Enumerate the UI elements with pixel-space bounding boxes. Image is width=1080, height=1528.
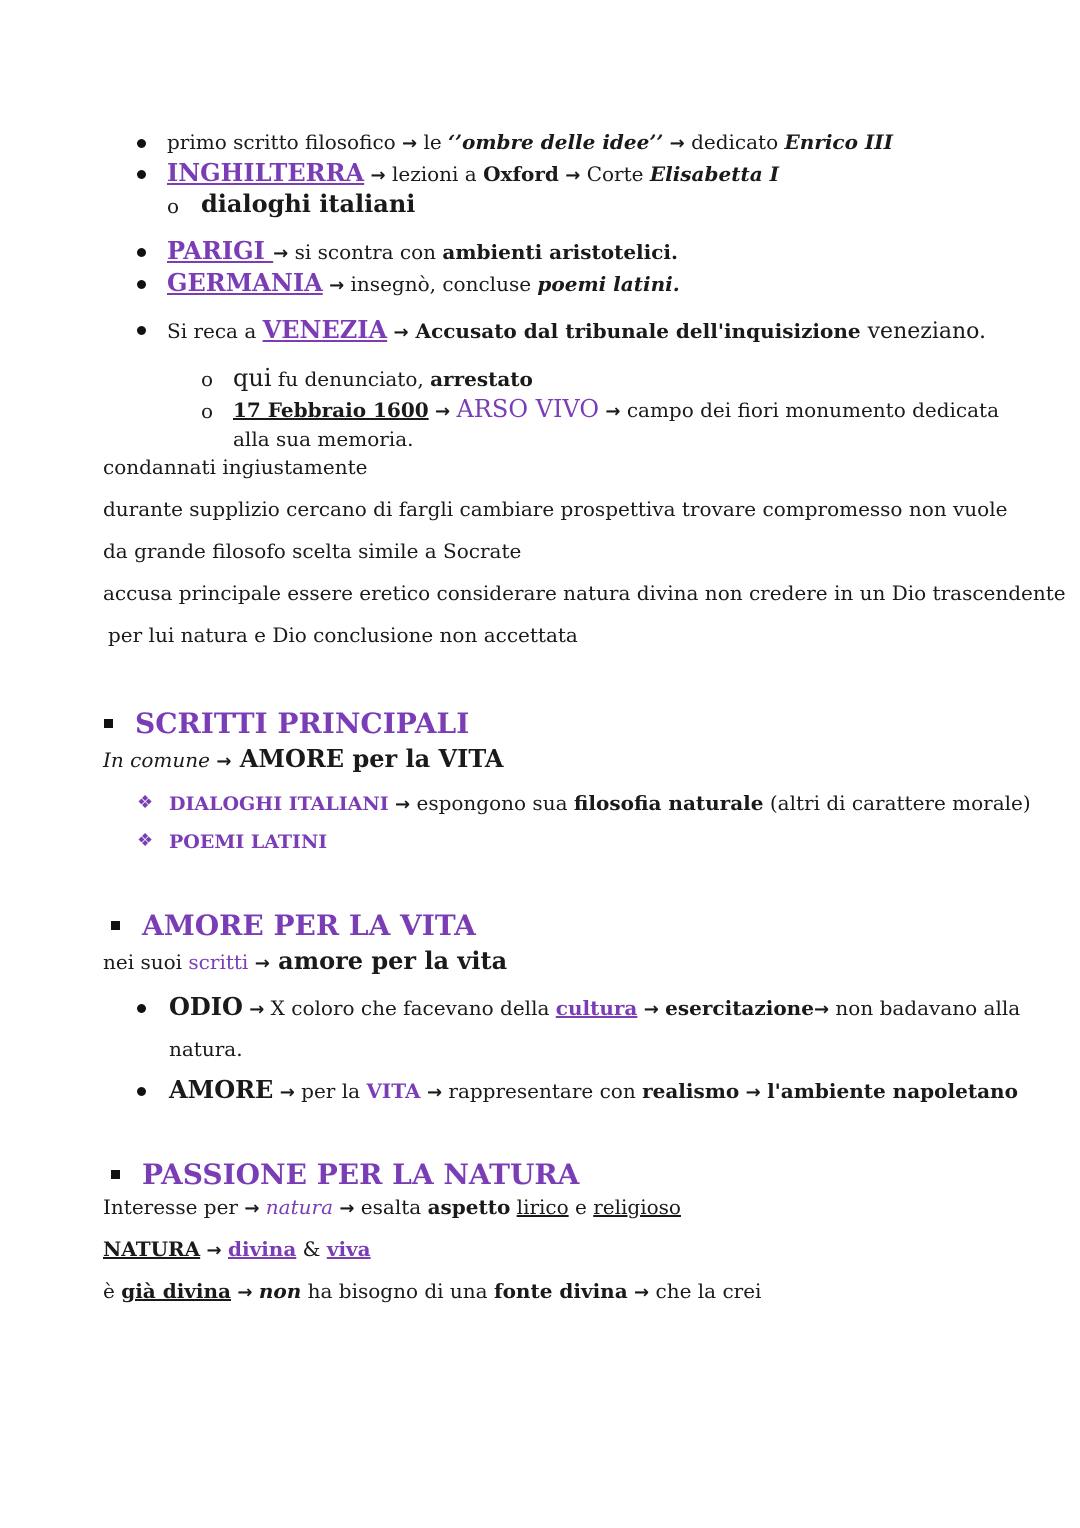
arrow-icon: → xyxy=(605,401,621,422)
square-bullet-icon xyxy=(104,719,113,728)
link-divina[interactable]: divina xyxy=(227,1237,297,1261)
arrow-icon: → xyxy=(402,133,418,154)
list-item: ODIO → X coloro che facevano della cultura → esercitazione→ non badavano alla xyxy=(169,992,1021,1021)
arrow-icon: → xyxy=(643,999,659,1020)
list-item: primo scritto filosofico → le ‘’ombre delle idee’’ → dedicato Enrico III xyxy=(167,130,893,154)
arrow-icon: → xyxy=(435,401,451,422)
diamond-bullet-icon: ❖ xyxy=(137,792,154,813)
arrow-icon: → xyxy=(249,999,265,1020)
section-heading: AMORE PER LA VITA xyxy=(142,909,476,942)
arrow-icon: → xyxy=(426,1082,443,1103)
diamond-bullet-icon: ❖ xyxy=(137,830,154,851)
arrow-icon: → xyxy=(370,165,386,186)
list-subitem: 17 Febbraio 1600 → ARSO VIVO → campo dei fiori monumento dedicata xyxy=(233,395,1000,423)
section-subtitle: nei suoi scritti → amore per la vita xyxy=(103,946,508,975)
arrow-icon: → xyxy=(565,165,581,186)
list-subitem: dialoghi italiani xyxy=(201,189,416,218)
arrow-icon: → xyxy=(279,1082,295,1103)
list-item: GERMANIA → insegnò, concluse poemi latini. xyxy=(167,268,680,297)
list-item: PARIGI → si scontra con ambienti aristotelici. xyxy=(167,236,678,265)
list-subitem-continued: alla sua memoria. xyxy=(233,427,414,451)
arrow-icon: → xyxy=(634,1282,650,1303)
arrow-icon: → xyxy=(216,751,232,772)
arrow-icon: → xyxy=(669,133,685,154)
paragraph: durante supplizio cercano di fargli cambiare prospettiva trovare compromesso non vuole xyxy=(103,497,1008,521)
square-bullet-icon xyxy=(111,1170,120,1179)
place-link-venezia[interactable]: VENEZIA xyxy=(262,315,388,344)
paragraph: NATURA → divina & viva xyxy=(103,1237,371,1261)
circle-bullet: o xyxy=(201,367,214,391)
link-cultura[interactable]: cultura xyxy=(555,996,638,1020)
list-item: Si reca a VENEZIA → Accusato dal tribunale dell'inquisizione veneziano. xyxy=(167,315,987,344)
arrow-icon: → xyxy=(273,243,289,264)
list-item-continued: natura. xyxy=(169,1037,243,1061)
arrow-icon: → xyxy=(254,953,270,974)
section-subtitle: In comune → AMORE per la VITA xyxy=(103,744,504,773)
link-viva[interactable]: viva xyxy=(326,1237,371,1261)
arrow-icon: → xyxy=(206,1240,222,1261)
list-item: DIALOGHI ITALIANI → espongono sua filosofia naturale (altri di carattere morale) xyxy=(169,791,1031,815)
arrow-icon: → xyxy=(393,322,409,343)
paragraph: per lui natura e Dio conclusione non accettata xyxy=(108,623,578,647)
place-link-germania[interactable]: GERMANIA xyxy=(167,268,323,297)
square-bullet-icon xyxy=(111,921,120,930)
section-heading: PASSIONE PER LA NATURA xyxy=(142,1158,580,1191)
circle-bullet: o xyxy=(167,194,180,218)
arrow-icon: → xyxy=(244,1198,260,1219)
place-link-inghilterra[interactable]: INGHILTERRA xyxy=(167,158,365,187)
list-item: AMORE → per la VITA → rappresentare con realismo → l'ambiente napoletano xyxy=(169,1075,1018,1104)
list-item: POEMI LATINI xyxy=(169,831,328,853)
arrow-icon: → xyxy=(813,999,830,1020)
paragraph: accusa principale essere eretico considerare natura divina non credere in un Dio trascendente xyxy=(103,581,1066,605)
arrow-icon: → xyxy=(237,1282,253,1303)
bullet-dot xyxy=(137,1004,146,1013)
list-subitem: qui fu denunciato, arrestato xyxy=(233,364,533,392)
bullet-dot xyxy=(137,170,146,179)
paragraph: è già divina → non ha bisogno di una fonte divina → che la crei xyxy=(103,1279,762,1303)
arrow-icon: → xyxy=(395,794,411,815)
paragraph: da grande filosofo scelta simile a Socrate xyxy=(103,539,522,563)
arrow-icon: → xyxy=(745,1082,761,1103)
bullet-dot xyxy=(137,248,146,257)
bullet-dot xyxy=(137,139,146,148)
list-item: INGHILTERRA → lezioni a Oxford → Corte Elisabetta I xyxy=(167,158,779,187)
bullet-dot xyxy=(137,1087,146,1096)
circle-bullet: o xyxy=(201,399,214,423)
section-heading: SCRITTI PRINCIPALI xyxy=(135,707,470,740)
bullet-dot xyxy=(137,326,146,335)
arrow-icon: → xyxy=(339,1198,355,1219)
bullet-dot xyxy=(137,280,146,289)
place-link-parigi[interactable]: PARIGI xyxy=(167,236,274,265)
paragraph: condannati ingiustamente xyxy=(103,455,368,479)
arrow-icon: → xyxy=(329,275,345,296)
paragraph: Interesse per → natura → esalta aspetto lirico e religioso xyxy=(103,1195,681,1219)
